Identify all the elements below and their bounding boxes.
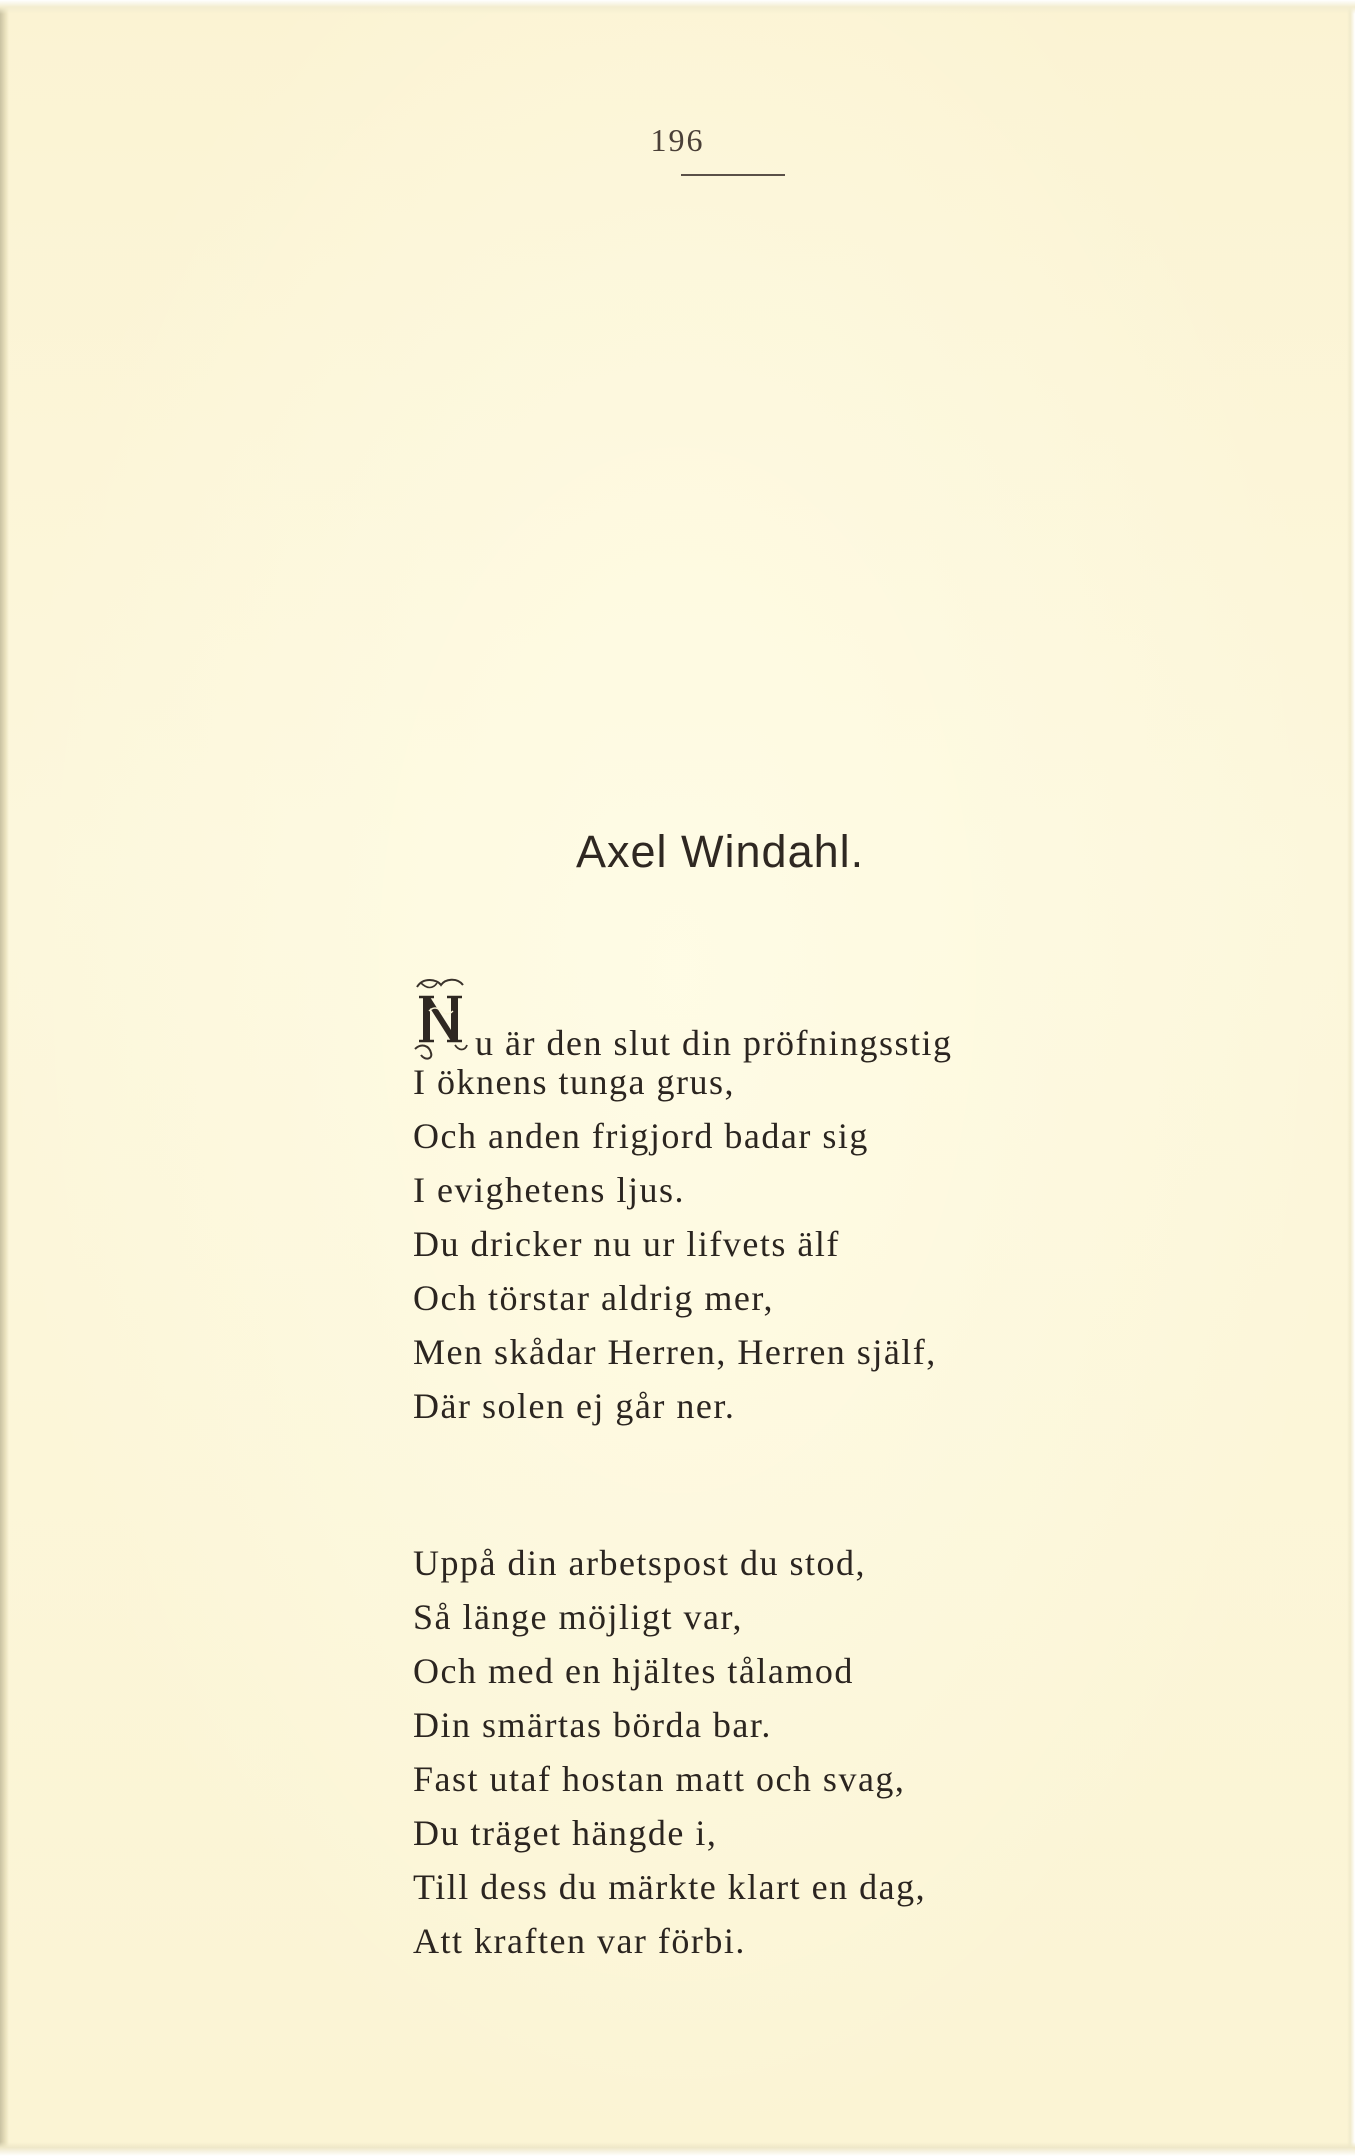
poem-line: Men skådar Herren, Herren själf, — [413, 1332, 937, 1372]
poem-line: Och med en hjältes tålamod — [413, 1651, 854, 1691]
poem-line: Att kraften var förbi. — [413, 1921, 746, 1961]
poem-line: I öknens tunga grus, — [413, 1062, 735, 1102]
poem-line: Fast utaf hostan matt och svag, — [413, 1759, 906, 1799]
page-edge-left — [0, 0, 9, 2156]
page-number: 196 — [650, 122, 705, 158]
poem-line: Till dess du märkte klart en dag, — [413, 1867, 927, 1907]
poem-line-text: u är den slut din pröfningsstig — [475, 1023, 953, 1063]
poem-line: Och anden frigjord badar sig — [413, 1116, 869, 1156]
poem-line — [413, 1001, 953, 1063]
poem-stanza-2 — [413, 1536, 926, 1968]
poem-line: Din smärtas börda bar. — [413, 1705, 772, 1745]
poem-line: Du dricker nu ur lifvets älf — [413, 1224, 840, 1264]
poem-line: Där solen ej går ner. — [413, 1386, 736, 1426]
page-edge-right — [1347, 0, 1355, 2156]
poem-line: Uppå din arbetspost du stod, — [413, 1543, 866, 1583]
page-edge-bottom — [0, 2142, 1355, 2156]
ornamental-letter-n-icon — [407, 975, 481, 1061]
poem-line: Så länge möjligt var, — [413, 1597, 743, 1637]
poem-line: Och törstar aldrig mer, — [413, 1278, 774, 1318]
ornamental-dropcap — [413, 1001, 475, 1055]
poem-line: Du träget hängde i, — [413, 1813, 718, 1853]
page-number-rule — [681, 174, 785, 176]
page-edge-top — [0, 0, 1355, 14]
author-heading: Axel Windahl. — [576, 826, 865, 877]
poem-stanza-1 — [413, 1001, 952, 1433]
poem-line: I evighetens ljus. — [413, 1170, 685, 1210]
